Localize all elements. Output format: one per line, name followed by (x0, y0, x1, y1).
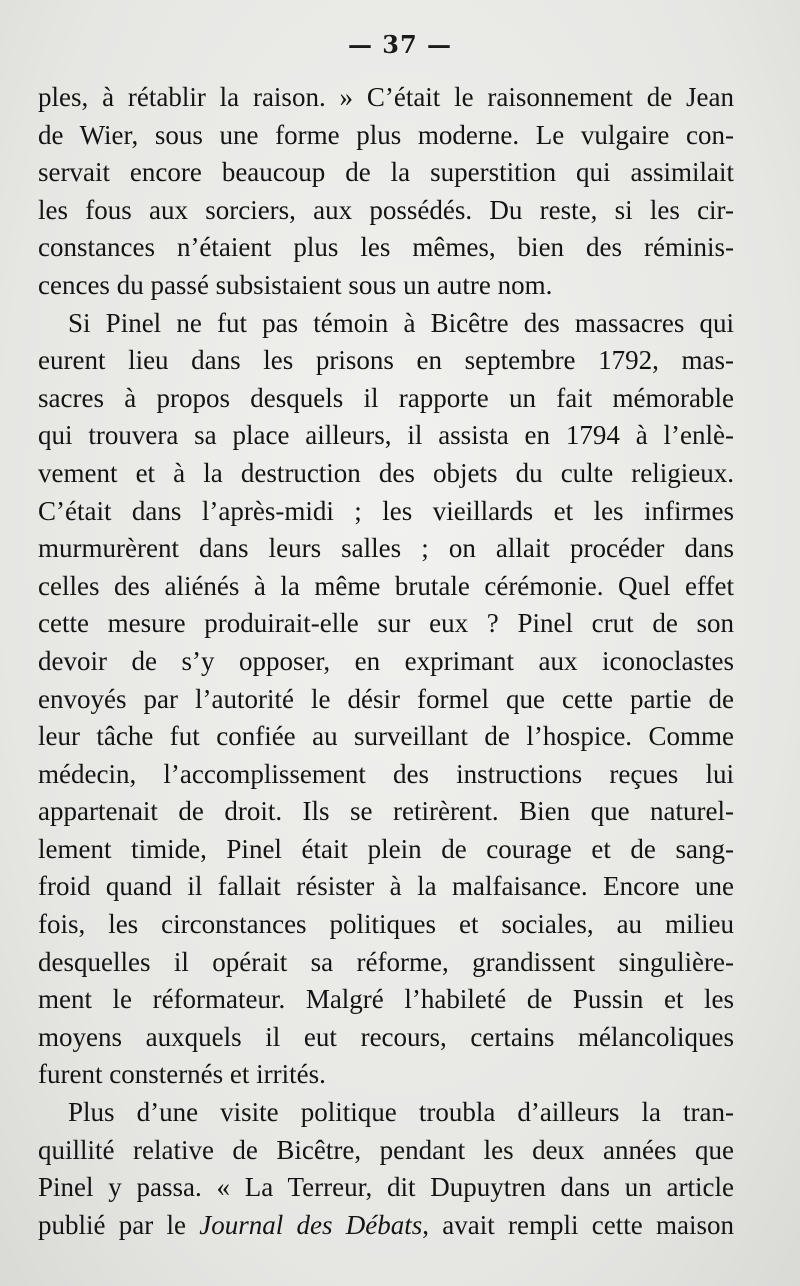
text-line-with-italic (38, 1207, 734, 1245)
text-line: furent consternés et irrités. (38, 1059, 326, 1090)
journal-title: Journal des Débats (199, 1209, 423, 1240)
text-line: Pinel y passa. « La Terreur, dit Dupuytren dans un article (38, 1172, 734, 1203)
body-text (38, 79, 734, 1244)
text-line: eurent lieu dans les prisons en septembre 1792, mas- (38, 345, 734, 376)
text-line: celles des aliénés à la même brutale cérémonie. Quel effet (38, 570, 734, 601)
text-line: ment le réformateur. Malgré l’habileté de Pussin et les (38, 984, 734, 1015)
text-line: constances n’étaient plus les mêmes, bien des réminis- (38, 232, 734, 263)
text-line: médecin, l’accomplissement des instructions reçues lui (38, 758, 734, 789)
text-line: C’était dans l’après-midi ; les vieillards et les infirmes (38, 495, 734, 526)
text-line: devoir de s’y opposer, en exprimant aux iconoclastes (38, 645, 734, 676)
text-line: servait encore beaucoup de la superstition qui assimilait (38, 157, 734, 188)
paragraph-2 (38, 305, 734, 1094)
text-line: sacres à propos desquels il rapporte un fait mémorable (38, 382, 734, 413)
text-line: les fous aux sorciers, aux possédés. Du reste, si les cir- (38, 194, 734, 225)
text-line: leur tâche fut confiée au surveillant de l’hospice. Comme (38, 721, 734, 752)
text-line: Si Pinel ne fut pas témoin à Bicêtre des massacres qui (68, 307, 734, 338)
text-line: de Wier, sous une forme plus moderne. Le vulgaire con- (38, 119, 734, 150)
text-line: quillité relative de Bicêtre, pendant les deux années que (38, 1134, 734, 1165)
text-line: Plus d’une visite politique troubla d’ailleurs la tran- (68, 1097, 734, 1128)
text-segment: , avait rempli cette maison (422, 1209, 734, 1240)
text-line: vement et à la destruction des objets du culte religieux. (38, 457, 734, 488)
text-line: froid quand il fallait résister à la malfaisance. Encore une (38, 871, 734, 902)
text-line: moyens auxquels il eut recours, certains mélancoliques (38, 1021, 734, 1052)
page-number: — 37 — (347, 30, 453, 59)
text-segment: publié par le (38, 1209, 200, 1240)
text-line: desquelles il opérait sa réforme, grandissent singulière- (38, 946, 734, 977)
text-line: murmurèrent dans leurs salles ; on allait procéder dans (38, 533, 734, 564)
text-line: cette mesure produirait-elle sur eux ? Pinel crut de son (38, 608, 734, 639)
text-line: appartenait de droit. Ils se retirèrent. Bien que naturel- (38, 796, 734, 827)
text-line: fois, les circonstances politiques et sociales, au milieu (38, 909, 734, 940)
text-line: qui trouvera sa place ailleurs, il assista en 1794 à l’enlè- (38, 420, 734, 451)
text-line: cences du passé subsistaient sous un autre nom. (38, 269, 553, 300)
paragraph-3 (38, 1094, 734, 1244)
paragraph-1 (38, 79, 734, 305)
text-line: ples, à rétablir la raison. » C’était le raisonnement de Jean (38, 82, 734, 112)
text-line: lement timide, Pinel était plein de courage et de sang- (38, 833, 734, 864)
text-line: envoyés par l’autorité le désir formel que cette partie de (38, 683, 734, 714)
